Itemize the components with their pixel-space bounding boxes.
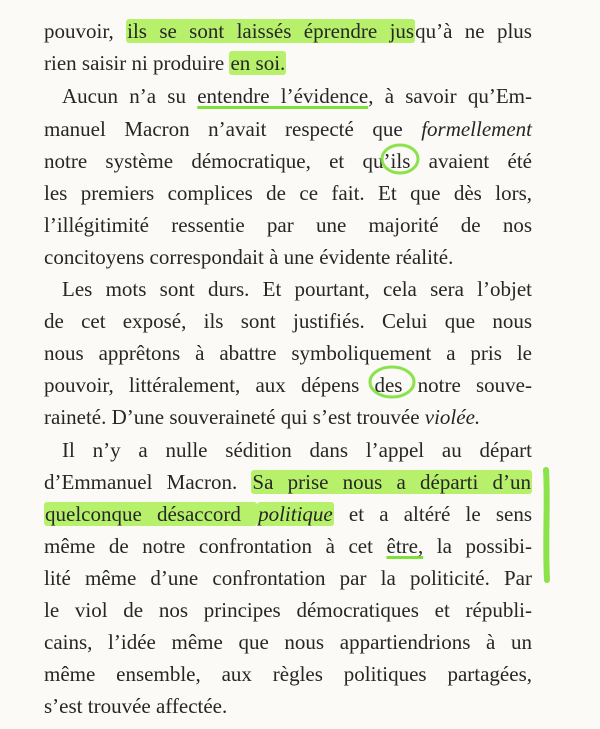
text-line: le viol de nos principes démocratiques et républi-: [44, 598, 532, 622]
italic-text: violée.: [424, 405, 481, 429]
underlined-text: entendre l’évidence: [197, 84, 369, 108]
text-line: Aucun n’a su entendre l’évidence, à savoir qu’Em-: [62, 84, 532, 108]
underlined-text: être,: [386, 534, 424, 558]
text-line: Il n’y a nulle sédition dans l’appel au départ: [62, 438, 532, 462]
text-line: de cet exposé, ils sont justifiés. Celui que nous: [44, 309, 532, 333]
text-line: s’est trouvée affectée.: [44, 694, 228, 718]
text-line: pouvoir, ils se sont laissés éprendre jusqu’à ne plus: [44, 19, 532, 43]
text-line: les premiers complices de ce fait. Et que dès lors,: [44, 181, 532, 205]
text-line: concitoyens correspondait à une évidente réalité.: [44, 245, 454, 269]
text-line: notre système démocratique, et qu’ils avaient été: [44, 149, 532, 173]
text-line: l’illégitimité ressentie par une majorité de nos: [44, 213, 532, 237]
text-line: pouvoir, littéralement, aux dépens des notre souve-: [44, 373, 532, 397]
text-line: d’Emmanuel Macron. Sa prise nous a départi d’un: [44, 470, 531, 494]
text-line: lité même d’une confrontation par la politicité. Par: [44, 566, 532, 590]
text-line: raineté. D’une souveraineté qui s’est trouvée violée.: [44, 405, 481, 429]
highlighted-text: ils se sont laissés éprendre jus: [127, 19, 415, 43]
text-line: nous apprêtons à abattre symboliquement a pris le: [44, 341, 532, 365]
highlighted-text: en soi.: [230, 51, 286, 75]
italic-text: formellement: [421, 117, 532, 141]
highlighted-text: Sa prise nous a départi d’un: [252, 470, 531, 494]
highlighted-text: quelconque désaccord: [45, 502, 257, 526]
text-line: cains, l’idée même que nous appartiendrions à un: [44, 630, 532, 654]
margin-line-mark: [546, 470, 547, 580]
text-line: rien saisir ni produire en soi.: [44, 51, 286, 75]
text-line: même de notre confrontation à cet être, la possibi-: [44, 534, 532, 558]
text-line: Les mots sont durs. Et pourtant, cela sera l’objet: [62, 277, 532, 301]
text-line: même ensemble, aux règles politiques partagées,: [44, 662, 532, 686]
highlighted-italic-text: politique: [258, 502, 333, 526]
text-line: manuel Macron n’avait respecté que formellement: [44, 117, 532, 141]
text-line: quelconque désaccord politique et a altéré le sens: [45, 502, 532, 526]
